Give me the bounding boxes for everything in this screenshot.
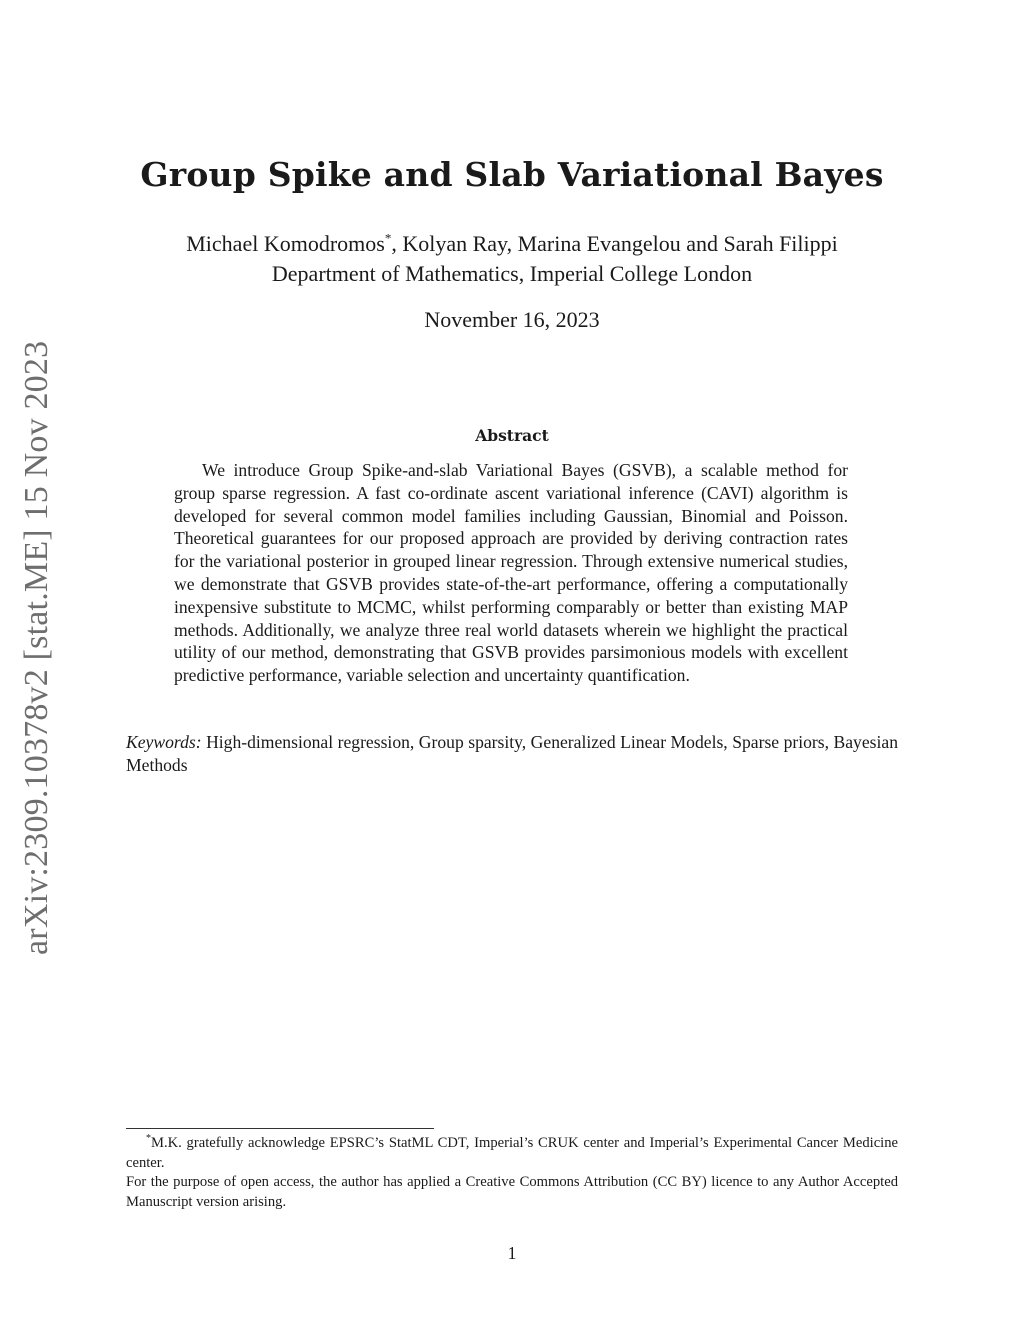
footnote-acknowledgement [126,1134,898,1173]
page-number: 1 [507,1243,517,1263]
abstract-body: We introduce Group Spike-and-slab Variational Bayes (GSVB), a scalable method for group sparse regression. A fast co-ordinate ascent variational inference (CAVI) algorithm is developed for several common model families including Gaussian, Binomial and Poisson. Theoretical guarantees for our proposed approach are provided by deriving contraction rates for the variational posterior in grouped linear regression. Through extensive numerical studies, we demonstrate that GSVB provides state-of-the-art performance, offering a computationally inexpensive substitute to MCMC, whilst performing comparably or better than existing MAP methods. Additionally, we analyze three real world datasets wherein we highlight the practical utility of our method, demonstrating that GSVB provides parsimonious models with excellent predictive performance, variable selection and uncertainty quantification. [174,460,848,686]
other-authors: , Kolyan Ray, Marina Evangelou and Sarah Filippi [391,231,838,256]
paper-title: Group Spike and Slab Variational Bayes [140,155,884,194]
keywords-label: Keywords: [126,732,202,752]
affiliation: Department of Mathematics, Imperial College London [271,261,753,286]
author-list [0,229,1024,259]
keywords-text: High-dimensional regression, Group sparsity, Generalized Linear Models, Sparse priors, Bayesian Methods [126,732,898,775]
arxiv-identifier-stamp: arXiv:2309.10378v2 [stat.ME] 15 Nov 2023 [18,340,55,955]
abstract-heading: Abstract [475,426,549,445]
author-block [0,229,1024,289]
author-footnote-mark: * [384,230,392,246]
footnotes [126,1134,898,1212]
footnote-mark: * [146,1133,151,1145]
footnote-acknowledgement-text: M.K. gratefully acknowledge EPSRC’s StatML CDT, Imperial’s CRUK center and Imperial’s Experimental Cancer Medicine center. [126,1135,898,1171]
first-author: Michael Komodromos [186,231,385,256]
footnote-open-access: For the purpose of open access, the author has applied a Creative Commons Attribution (CC BY) licence to any Author Accepted Manuscript version arising. [126,1174,898,1210]
footnote-divider [126,1128,434,1129]
publication-date: November 16, 2023 [424,307,600,332]
keywords [126,731,898,777]
